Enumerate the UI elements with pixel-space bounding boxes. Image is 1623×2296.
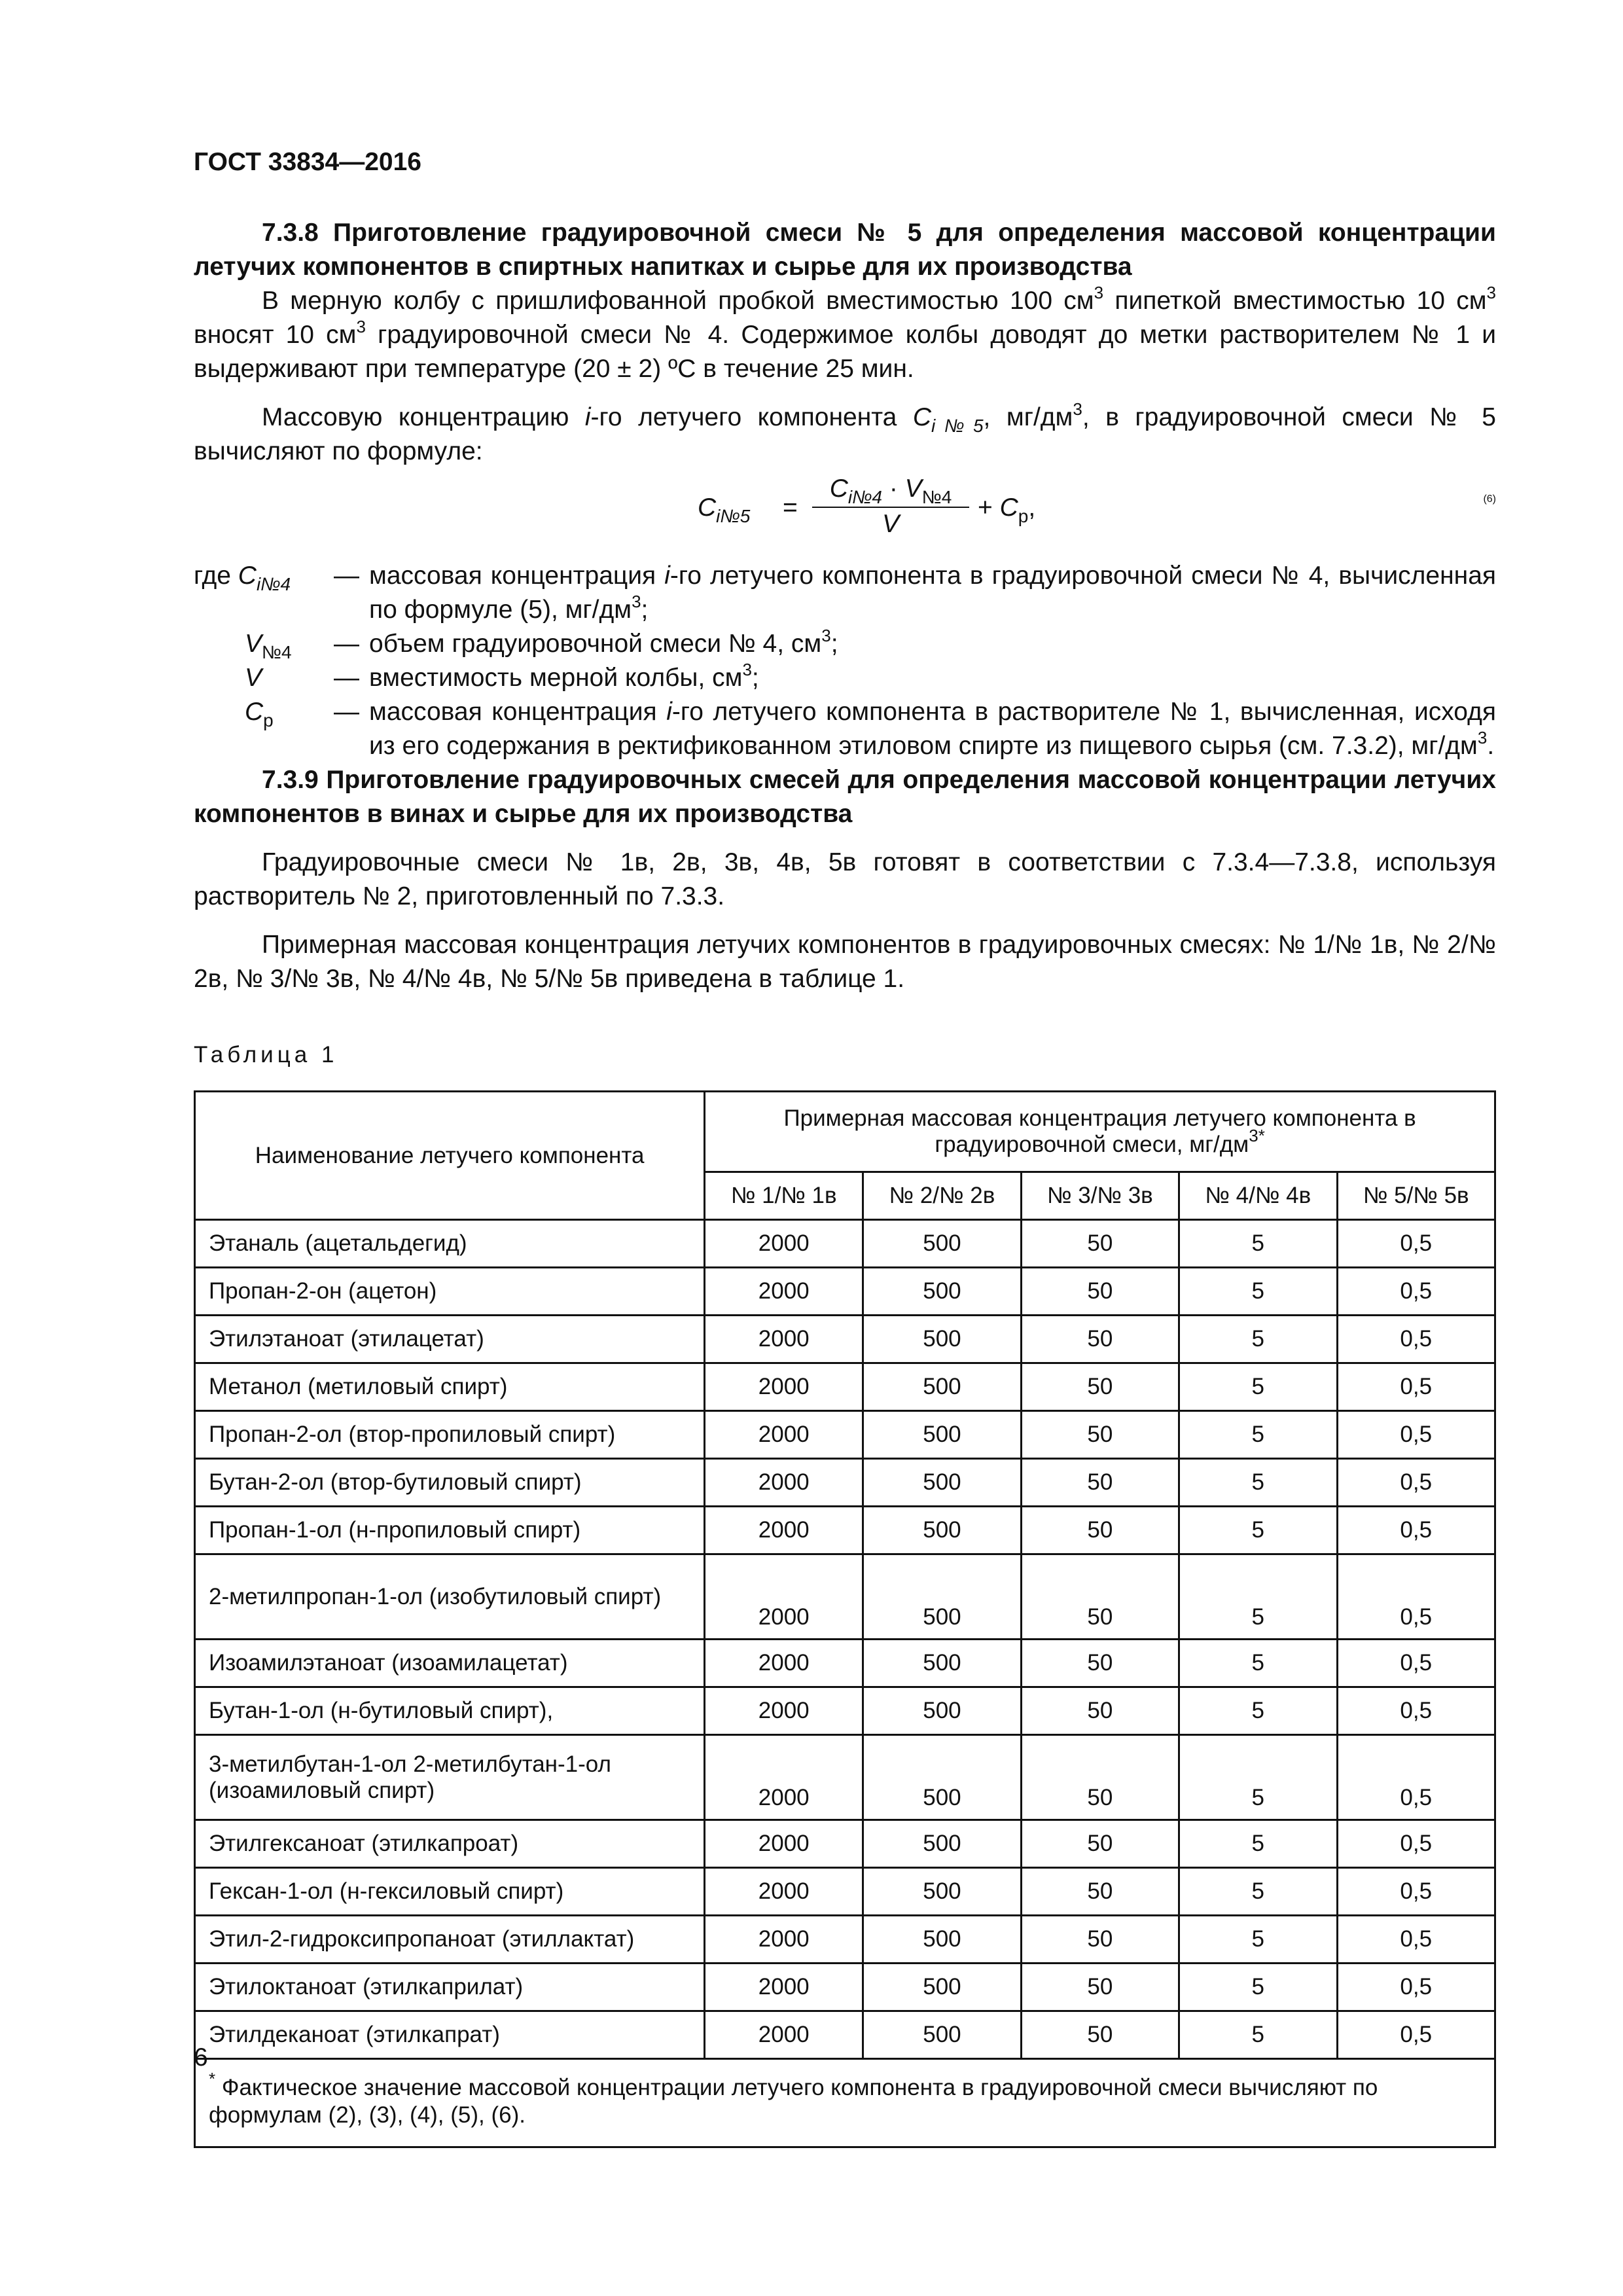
concentration-cell: 0,5	[1337, 1411, 1495, 1459]
concentration-cell: 0,5	[1337, 1820, 1495, 1868]
component-name-cell: Этаналь (ацетальдегид)	[195, 1220, 705, 1268]
concentration-cell: 2000	[705, 1735, 863, 1820]
formula-numerator: $C_{i№4} \cdot V_{№4}$	[829, 475, 952, 507]
concentration-cell: 5	[1179, 1916, 1337, 1964]
column-header-5: № 5/№ 5в	[1337, 1172, 1495, 1220]
concentration-cell: 50	[1021, 1220, 1179, 1268]
concentration-cell: 2000	[705, 1640, 863, 1687]
concentration-cell: 500	[863, 1735, 1021, 1820]
table-row	[195, 1363, 1495, 1411]
concentration-cell: 0,5	[1337, 1868, 1495, 1916]
concentration-cell: 500	[863, 1687, 1021, 1735]
concentration-cell: 50	[1021, 1964, 1179, 2011]
column-header-group: Примерная массовая концентрация летучего компонента в градуировочной смеси, $мг/дм^{3*}$	[705, 1092, 1495, 1172]
column-header-1: № 1/№ 1в	[705, 1172, 863, 1220]
concentration-cell: 0,5	[1337, 1916, 1495, 1964]
legend-row-c-i4: где $C_{i№4}$ — массовая концентрация i-го летучего компонента в градуировочной смеси № 4, вычисленная по формуле (5), $мг/дм^3$;	[194, 562, 1497, 624]
concentration-cell: 0,5	[1337, 1459, 1495, 1507]
concentration-cell: 50	[1021, 1459, 1179, 1507]
concentration-cell: 50	[1021, 1507, 1179, 1554]
concentration-cell: 2000	[705, 1363, 863, 1411]
concentration-cell: 5	[1179, 1363, 1337, 1411]
concentration-cell: 500	[863, 1220, 1021, 1268]
concentration-cell: 50	[1021, 1268, 1179, 1316]
component-name-cell: Бутан-2-ол (втор-бутиловый спирт)	[195, 1459, 705, 1507]
concentration-cell: 2000	[705, 1459, 863, 1507]
section-7-3-9-paragraph-1: Градуировочные смеси № 1в, 2в, 3в, 4в, 5в готовят в соответствии с 7.3.4—7.3.8, используя растворитель № 2, приготовленный по 7.3.3.	[194, 848, 1496, 910]
column-header-2: № 2/№ 2в	[863, 1172, 1021, 1220]
concentration-cell: 50	[1021, 1316, 1179, 1363]
concentration-cell: 50	[1021, 1687, 1179, 1735]
concentration-cell: 500	[863, 1459, 1021, 1507]
component-name-cell: Этилдеканоат (этилкапрат)	[195, 2011, 705, 2059]
formula-number: (6)	[1483, 493, 1496, 505]
concentration-cell: 5	[1179, 1316, 1337, 1363]
document-header: ГОСТ 33834—2016	[194, 148, 421, 176]
concentration-cell: 50	[1021, 1363, 1179, 1411]
concentration-cell: 2000	[705, 1316, 863, 1363]
concentration-cell: 0,5	[1337, 1640, 1495, 1687]
table-row	[195, 1507, 1495, 1554]
formula-denominator: V	[882, 510, 899, 538]
component-name-cell: Пропан-2-он (ацетон)	[195, 1268, 705, 1316]
concentration-cell: 500	[863, 1316, 1021, 1363]
concentration-cell: 0,5	[1337, 1220, 1495, 1268]
component-name-cell: Метанол (метиловый спирт)	[195, 1363, 705, 1411]
concentration-cell: 500	[863, 1640, 1021, 1687]
table-1	[194, 1090, 1496, 2148]
component-name-cell: Этилэтаноат (этилацетат)	[195, 1316, 705, 1363]
concentration-cell: 500	[863, 1554, 1021, 1640]
concentration-cell: 50	[1021, 2011, 1179, 2059]
component-name-cell: Этил-2-гидроксипропаноат (этиллактат)	[195, 1916, 705, 1964]
concentration-cell: 0,5	[1337, 2011, 1495, 2059]
concentration-cell: 5	[1179, 1820, 1337, 1868]
concentration-cell: 2000	[705, 1687, 863, 1735]
concentration-cell: 0,5	[1337, 1554, 1495, 1640]
concentration-cell: 5	[1179, 1554, 1337, 1640]
concentration-cell: 50	[1021, 1640, 1179, 1687]
concentration-cell: 500	[863, 1507, 1021, 1554]
concentration-cell: 500	[863, 1916, 1021, 1964]
concentration-cell: 5	[1179, 1268, 1337, 1316]
concentration-cell: 5	[1179, 1220, 1337, 1268]
component-name-cell: Этилоктаноат (этилкаприлат)	[195, 1964, 705, 2011]
component-name-cell: 3-метилбутан-1-ол 2-метилбутан-1-ол (изоамиловый спирт)	[195, 1735, 705, 1820]
table-row	[195, 1687, 1495, 1735]
concentration-cell: 5	[1179, 1868, 1337, 1916]
concentration-cell: 0,5	[1337, 1964, 1495, 2011]
table-row	[195, 1554, 1495, 1640]
component-name-cell: Бутан-1-ол (н-бутиловый спирт),	[195, 1687, 705, 1735]
formula-equals: =	[783, 493, 798, 522]
component-name-cell: 2-метилпропан-1-ол (изобутиловый спирт)	[195, 1554, 705, 1640]
component-name-cell: Пропан-2-ол (втор-пропиловый спирт)	[195, 1411, 705, 1459]
concentration-cell: 5	[1179, 1687, 1337, 1735]
concentration-cell: 2000	[705, 1220, 863, 1268]
concentration-cell: 5	[1179, 1735, 1337, 1820]
table-row	[195, 1868, 1495, 1916]
concentration-cell: 5	[1179, 2011, 1337, 2059]
table-row	[195, 1735, 1495, 1820]
concentration-cell: 2000	[705, 1820, 863, 1868]
component-name-cell: Этилгексаноат (этилкапроат)	[195, 1820, 705, 1868]
formula-plus-term: + $C_р$,	[978, 493, 1036, 526]
component-name-cell: Изоамилэтаноат (изоамилацетат)	[195, 1640, 705, 1687]
concentration-cell: 0,5	[1337, 1735, 1495, 1820]
table-row	[195, 1640, 1495, 1687]
concentration-cell: 5	[1179, 1507, 1337, 1554]
section-7-3-8-title: 7.3.8 Приготовление градуировочной смеси № 5 для определения массовой концентрации летучих компонентов в спиртных напитках и сырье для их производства	[194, 219, 1496, 281]
formula-fraction	[812, 473, 969, 541]
concentration-cell: 50	[1021, 1411, 1179, 1459]
concentration-cell: 5	[1179, 1459, 1337, 1507]
page-number: 6	[194, 2043, 208, 2072]
concentration-cell: 2000	[705, 1507, 863, 1554]
concentration-cell: 5	[1179, 1640, 1337, 1687]
component-name-cell: Гексан-1-ол (н-гексиловый спирт)	[195, 1868, 705, 1916]
formula-expression	[698, 473, 1156, 550]
legend-row-c-p: $C_р$ — массовая концентрация i-го летучего компонента в растворителе № 1, вычисленная, исходя из его содержания в ректификованном этиловом спирте из пищевого сырья (см. 7.3.2), $мг/дм^3$.	[245, 698, 1496, 760]
concentration-cell: 500	[863, 1363, 1021, 1411]
concentration-cell: 500	[863, 2011, 1021, 2059]
concentration-cell: 0,5	[1337, 1268, 1495, 1316]
concentration-cell: 50	[1021, 1735, 1179, 1820]
table-caption: Таблица 1	[194, 1042, 338, 1067]
concentration-cell: 5	[1179, 1964, 1337, 2011]
concentration-cell: 500	[863, 1868, 1021, 1916]
table-row	[195, 1459, 1495, 1507]
column-header-3: № 3/№ 3в	[1021, 1172, 1179, 1220]
section-7-3-9-title: 7.3.9 Приготовление градуировочных смесей для определения массовой концентрации летучих компонентов в винах и сырье для их производства	[194, 766, 1496, 828]
column-header-4: № 4/№ 4в	[1179, 1172, 1337, 1220]
formula-lhs: $C_{i№5}$	[698, 493, 751, 526]
concentration-cell: 0,5	[1337, 1687, 1495, 1735]
table-row	[195, 2011, 1495, 2059]
concentration-cell: 50	[1021, 1916, 1179, 1964]
table-row	[195, 1316, 1495, 1363]
concentration-cell: 2000	[705, 1411, 863, 1459]
concentration-cell: 2000	[705, 1916, 863, 1964]
formula-legend	[194, 559, 1496, 763]
table-row	[195, 1268, 1495, 1316]
concentration-cell: 0,5	[1337, 1507, 1495, 1554]
component-name-cell: Пропан-1-ол (н-пропиловый спирт)	[195, 1507, 705, 1554]
concentration-cell: 500	[863, 1964, 1021, 2011]
section-7-3-9-paragraph-2: Примерная массовая концентрация летучих компонентов в градуировочных смесях: № 1/№ 1в, № 2/№ 2в, № 3/№ 3в, № 4/№ 4в, № 5/№ 5в приведена в таблице 1.	[194, 931, 1496, 993]
legend-row-v: V — вместимость мерной колбы, $см^3$;	[245, 660, 759, 692]
table-row	[195, 1411, 1495, 1459]
concentration-cell: 500	[863, 1820, 1021, 1868]
table-row	[195, 1916, 1495, 1964]
concentration-cell: 0,5	[1337, 1316, 1495, 1363]
concentration-cell: 2000	[705, 1868, 863, 1916]
concentration-cell: 50	[1021, 1868, 1179, 1916]
concentration-cell: 500	[863, 1268, 1021, 1316]
column-header-name: Наименование летучего компонента	[195, 1092, 705, 1220]
section-7-3-8-paragraph-1: В мерную колбу с пришлифованной пробкой вместимостью 100 $см^3$ пипеткой вместимостью 10 $см^3$ вносят 10 $см^3$ градуировочной смеси № 4. Содержимое колбы доводят до метки растворителем № 1 и выдерживают при температуре (20 ± 2) ºС в течение 25 мин.	[194, 283, 1496, 383]
concentration-cell: 500	[863, 1411, 1021, 1459]
concentration-cell: 0,5	[1337, 1363, 1495, 1411]
concentration-cell: 50	[1021, 1820, 1179, 1868]
concentration-cell: 2000	[705, 2011, 863, 2059]
concentration-cell: 2000	[705, 1554, 863, 1640]
table-row	[195, 1220, 1495, 1268]
concentration-cell: 2000	[705, 1268, 863, 1316]
concentration-cell: 50	[1021, 1554, 1179, 1640]
table-row	[195, 1820, 1495, 1868]
concentration-cell: 5	[1179, 1411, 1337, 1459]
section-7-3-8-paragraph-2: Массовую концентрацию i-го летучего компонента $C_{i№5}$, $мг/дм^3$, в градуировочной смеси № 5 вычисляют по формуле:	[194, 399, 1496, 465]
formula-6	[194, 473, 1496, 550]
table-row	[195, 1964, 1495, 2011]
table-footnote: * Фактическое значение массовой концентрации летучего компонента в градуировочной смеси вычисляют по формулам (2), (3), (4), (5), (6).	[195, 2059, 1495, 2147]
page-content	[194, 145, 1496, 2148]
concentration-cell: 2000	[705, 1964, 863, 2011]
legend-row-v-4: $V_{№4}$ — объем градуировочной смеси № 4, $см^3$;	[245, 626, 838, 662]
